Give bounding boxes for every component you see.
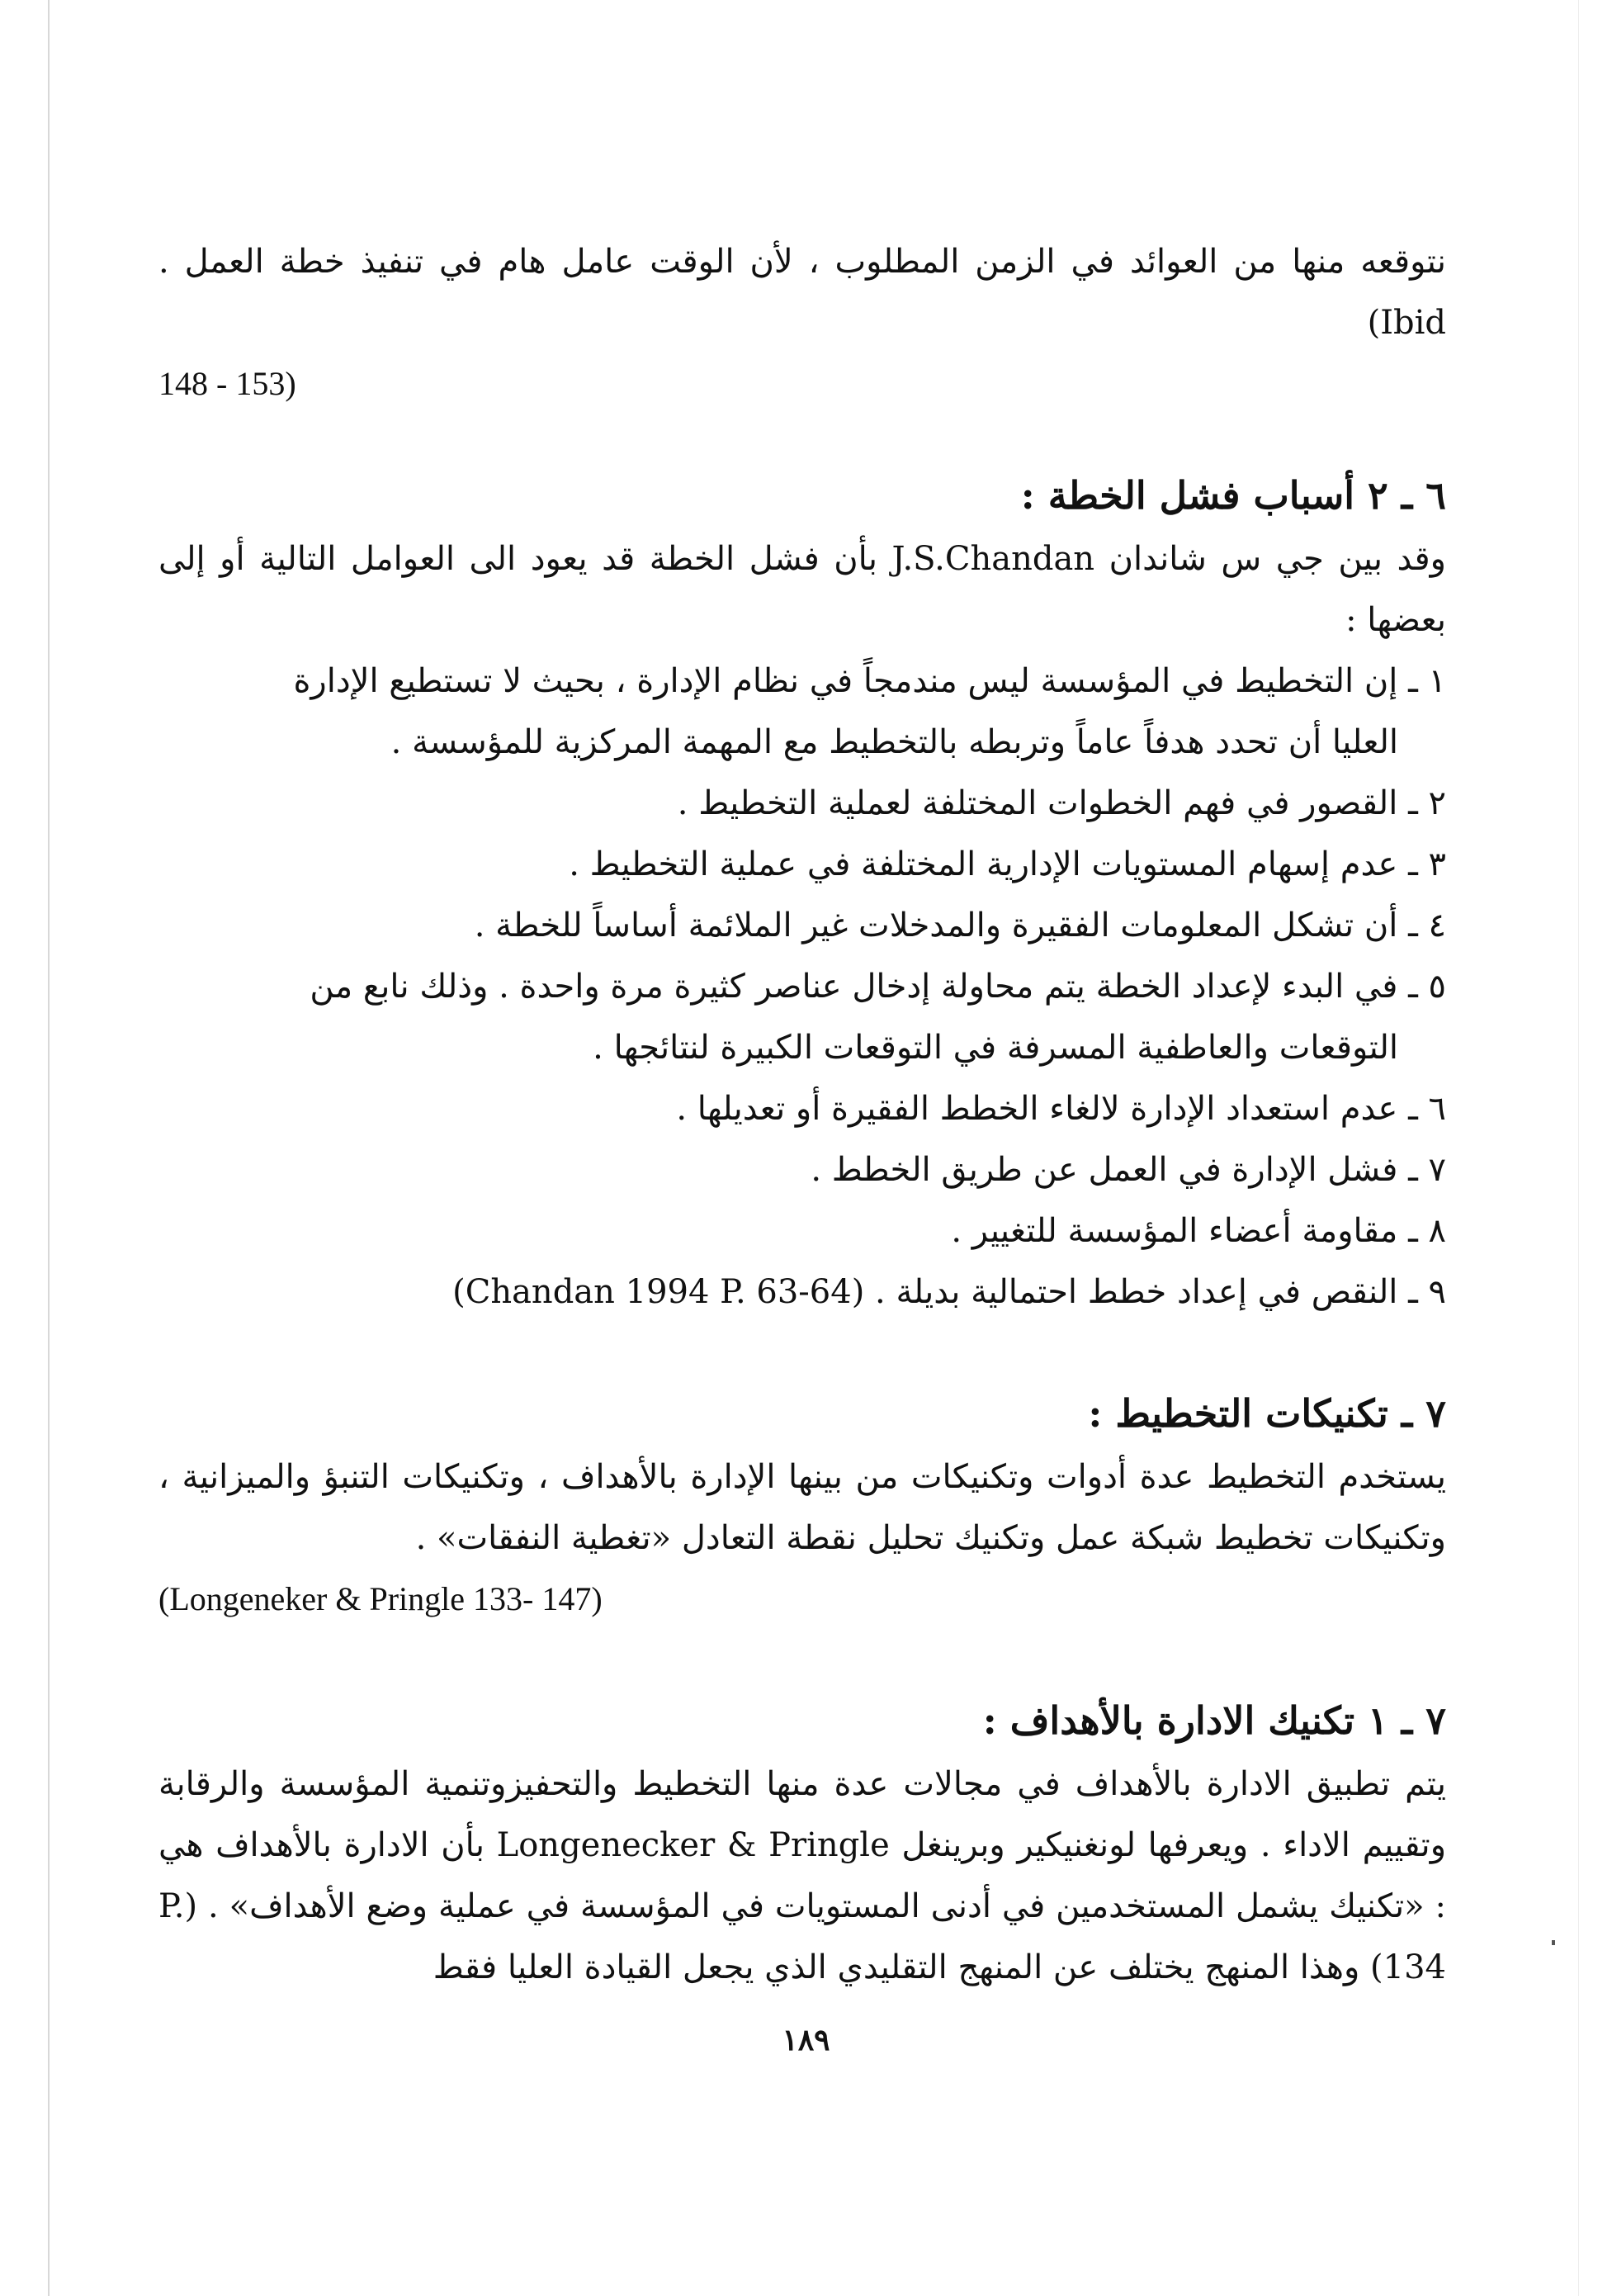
list-item-text: ٣ ـ عدم إسهام المستويات الإدارية المختلفة في عملية التخطيط . (569, 845, 1446, 883)
list-item (158, 895, 1446, 956)
list-item (158, 834, 1446, 895)
scan-edge-right (1578, 0, 1579, 2296)
section-7-1-heading: ٧ ـ ١ تكنيك الادارة بالأهداف : (982, 1698, 1446, 1743)
section-6-2-heading: ٦ ـ ٢ أسباب فشل الخطة : (1020, 473, 1446, 518)
list-item-text: ٩ ـ النقص في إعداد خطط احتمالية بديلة . (Chandan 1994 P. 63-64) (452, 1273, 1446, 1311)
section-7-body: يستخدم التخطيط عدة أدوات وتكنيكات من بينها الإدارة بالأهداف ، وتكنيكات التنبؤ والميزانية ، وتكنيكات تخطيط شبكة عمل وتكنيك تحليل نقطة التعادل «تغطية النفقات» . (158, 1458, 1446, 1557)
list-item-text: ٢ ـ القصور في فهم الخطوات المختلفة لعملية التخطيط . (677, 784, 1446, 822)
list-item-text: ٤ ـ أن تشكل المعلومات الفقيرة والمدخلات غير الملائمة أساساً للخطة . (474, 907, 1446, 944)
margin-mark (1552, 1940, 1555, 1945)
failure-reasons-list (158, 651, 1446, 1323)
spacer (158, 1323, 1446, 1380)
list-item-text: ٨ ـ مقاومة أعضاء المؤسسة للتغيير . (951, 1212, 1446, 1250)
list-item (158, 1200, 1446, 1262)
page-number: ١٨٩ (782, 2023, 830, 2057)
list-item-text: ٧ ـ فشل الإدارة في العمل عن طريق الخطط . (811, 1151, 1446, 1189)
list-item (158, 1078, 1446, 1139)
list-item-continuation: العليا أن تحدد هدفاً عاماً وتربطه بالتخطيط مع المهمة المركزية للمؤسسة . (390, 723, 1398, 761)
list-item (158, 651, 1446, 773)
list-item (158, 1139, 1446, 1200)
list-item (158, 956, 1446, 1078)
list-item (158, 773, 1446, 834)
spacer (158, 414, 1446, 462)
section-6-2-intro: وقد بين جي س شاندان J.S.Chandan بأن فشل الخطة قد يعود الى العوامل التالية أو إلى بعضها : (158, 540, 1446, 639)
page-content (158, 231, 1446, 1998)
section-7-1-body: يتم تطبيق الادارة بالأهداف في مجالات عدة منها التخطيط والتحفيزوتنمية المؤسسة والرقابة وتقييم الاداء . ويعرفها لونغنيكير وبرينغل Longenecker & Pringle بأن الادارة بالأهداف هي : «تكنيك يشمل المستخدمين في أدنى المستويات في المؤسسة في عملية وضع الأهداف» . (P. 134) وهذا المنهج يختلف عن المنهج التقليدي الذي يجعل القيادة العليا فقط (158, 1765, 1447, 1986)
section-7-heading: ٧ ـ تكنيكات التخطيط : (1088, 1391, 1446, 1436)
spacer (158, 1630, 1446, 1688)
intro-line-1: نتوقعه منها من العوائد في الزمن المطلوب ، لأن الوقت عامل هام في تنفيذ خطة العمل . Ibid) (158, 243, 1446, 342)
scan-edge-left (48, 0, 50, 2296)
section-7-citation: (Longeneker & Pringle 133- 147) (158, 1580, 603, 1617)
intro-line-2: 148 - 153) (158, 365, 296, 402)
list-item-continuation: التوقعات والعاطفية المسرفة في التوقعات الكبيرة لنتائجها . (593, 1029, 1398, 1067)
list-item-text: ١ ـ إن التخطيط في المؤسسة ليس مندمجاً في نظام الإدارة ، بحيث لا تستطيع الإدارة (293, 662, 1446, 700)
list-item-text: ٥ ـ في البدء لإعداد الخطة يتم محاولة إدخال عناصر كثيرة مرة واحدة . وذلك نابع من (310, 968, 1446, 1006)
list-item-text: ٦ ـ عدم استعداد الإدارة لالغاء الخطط الفقيرة أو تعديلها . (676, 1090, 1446, 1128)
list-item (158, 1262, 1446, 1323)
